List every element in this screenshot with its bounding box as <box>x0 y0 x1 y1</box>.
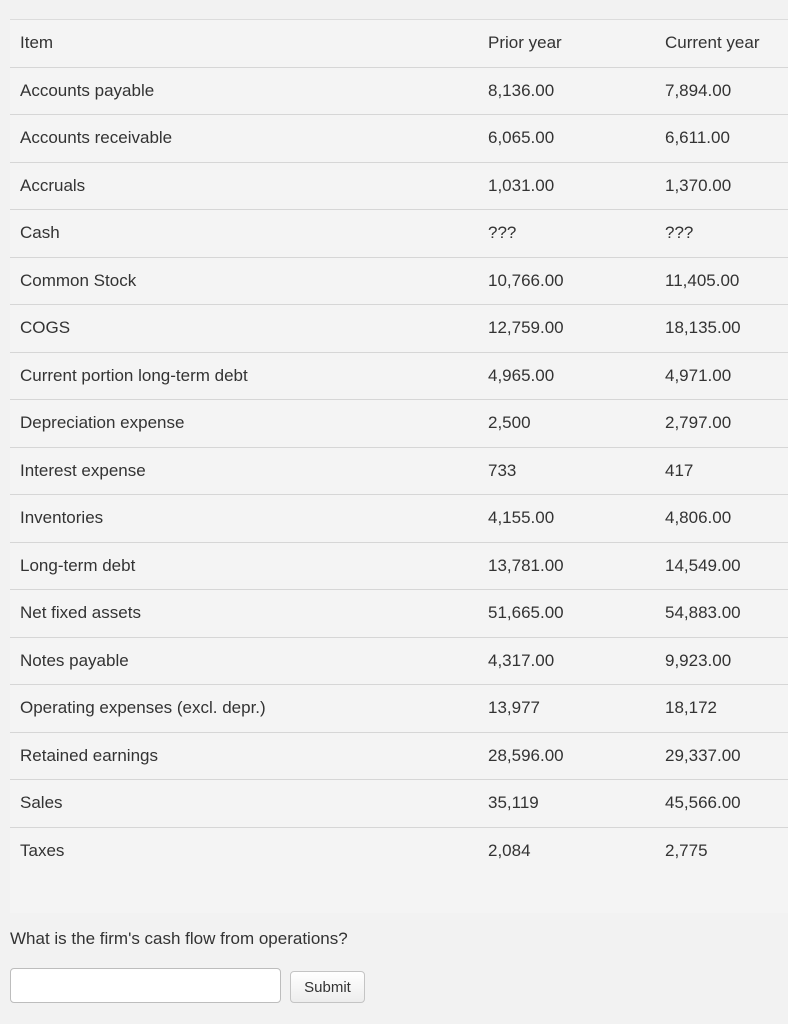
row-item: Depreciation expense <box>10 400 478 448</box>
table-row <box>10 352 788 400</box>
row-item: Accounts payable <box>10 67 478 115</box>
table-row <box>10 542 788 590</box>
row-prior-year: 6,065.00 <box>478 115 655 163</box>
table-body <box>10 67 788 913</box>
answer-input[interactable] <box>10 968 281 1003</box>
row-current-year: ??? <box>655 210 788 258</box>
row-current-year: 9,923.00 <box>655 637 788 685</box>
table-row <box>10 400 788 448</box>
column-header-current-year: Current year <box>655 20 788 67</box>
row-current-year: 11,405.00 <box>655 257 788 305</box>
row-current-year: 1,370.00 <box>655 162 788 210</box>
row-current-year: 2,775 <box>665 840 708 860</box>
table-row <box>10 685 788 733</box>
row-current-year: 417 <box>655 447 788 495</box>
row-prior-year: ??? <box>478 210 655 258</box>
row-current-year: 29,337.00 <box>655 732 788 780</box>
row-prior-year: 4,155.00 <box>478 495 655 543</box>
row-prior-year: 12,759.00 <box>478 305 655 353</box>
table-row <box>10 637 788 685</box>
row-item: Operating expenses (excl. depr.) <box>10 685 478 733</box>
row-prior-year: 8,136.00 <box>478 67 655 115</box>
row-item: Accounts receivable <box>10 115 478 163</box>
row-prior-year: 13,977 <box>478 685 655 733</box>
row-current-year: 18,172 <box>655 685 788 733</box>
row-item: Common Stock <box>10 257 478 305</box>
row-prior-year: 51,665.00 <box>478 590 655 638</box>
row-prior-year: 35,119 <box>478 780 655 828</box>
table-header-row <box>10 20 788 67</box>
question-text: What is the firm's cash flow from operations? <box>10 929 348 948</box>
row-current-year: 6,611.00 <box>655 115 788 163</box>
row-current-year: 54,883.00 <box>655 590 788 638</box>
row-prior-year: 2,084 <box>488 840 531 860</box>
table-row <box>10 590 788 638</box>
table-row <box>10 257 788 305</box>
row-prior-year: 28,596.00 <box>478 732 655 780</box>
row-current-year: 45,566.00 <box>655 780 788 828</box>
row-prior-year: 733 <box>478 447 655 495</box>
submit-button[interactable]: Submit <box>290 971 365 1003</box>
table-row <box>10 67 788 115</box>
table-row <box>10 447 788 495</box>
row-item: Retained earnings <box>10 732 478 780</box>
column-header-prior-year: Prior year <box>478 20 655 67</box>
row-item: Cash <box>10 210 478 258</box>
financial-data-table <box>10 19 788 913</box>
row-item: Current portion long-term debt <box>10 352 478 400</box>
row-prior-year: 10,766.00 <box>478 257 655 305</box>
row-current-year: 4,806.00 <box>655 495 788 543</box>
row-item: Net fixed assets <box>10 590 478 638</box>
row-item: COGS <box>10 305 478 353</box>
row-prior-year: 2,500 <box>478 400 655 448</box>
table-row <box>10 827 788 913</box>
row-current-year: 14,549.00 <box>655 542 788 590</box>
row-current-year: 4,971.00 <box>655 352 788 400</box>
row-prior-year: 4,965.00 <box>478 352 655 400</box>
row-prior-year: 4,317.00 <box>478 637 655 685</box>
row-current-year: 2,797.00 <box>655 400 788 448</box>
row-item: Taxes <box>20 840 65 860</box>
table-row <box>10 495 788 543</box>
table-row <box>10 732 788 780</box>
row-item: Accruals <box>10 162 478 210</box>
row-item: Long-term debt <box>10 542 478 590</box>
table-row <box>10 162 788 210</box>
row-item: Interest expense <box>10 447 478 495</box>
row-prior-year: 1,031.00 <box>478 162 655 210</box>
row-current-year: 7,894.00 <box>655 67 788 115</box>
row-item: Sales <box>10 780 478 828</box>
row-item: Inventories <box>10 495 478 543</box>
row-current-year: 18,135.00 <box>655 305 788 353</box>
table-row <box>10 210 788 258</box>
data-table <box>10 20 788 913</box>
table-row <box>10 780 788 828</box>
table-row <box>10 115 788 163</box>
table-row <box>10 305 788 353</box>
row-item: Notes payable <box>10 637 478 685</box>
column-header-item: Item <box>10 20 478 67</box>
row-prior-year: 13,781.00 <box>478 542 655 590</box>
